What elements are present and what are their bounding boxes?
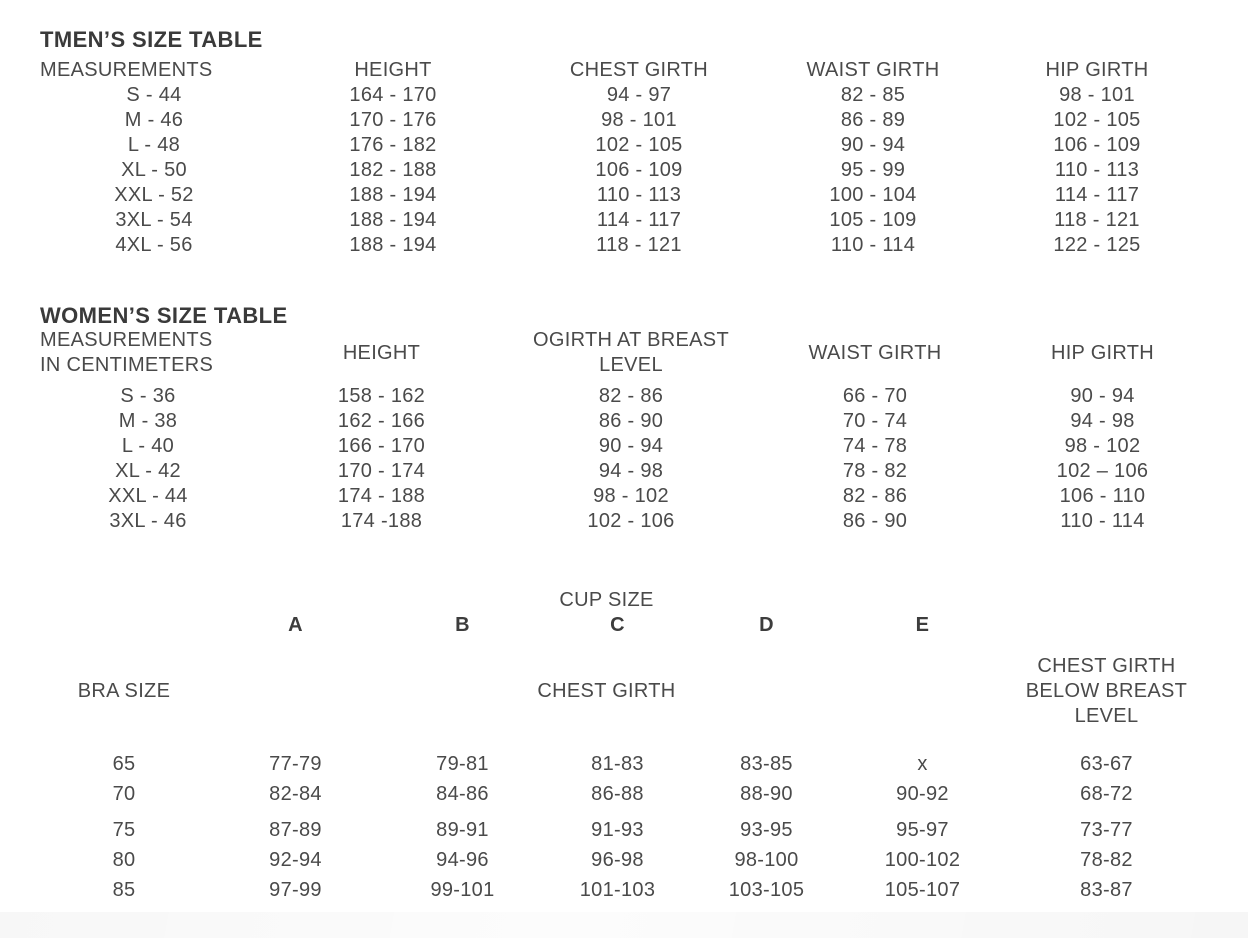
cup-e-cell: 95-97 [896, 819, 949, 841]
cup-letter-c: C [610, 614, 625, 636]
womens-header-measurements [40, 328, 256, 378]
empty-cell [40, 613, 208, 638]
cup-letter-b: B [455, 614, 470, 636]
womens-table-header-row [40, 328, 1248, 378]
cup-c-cell: 91-93 [591, 819, 644, 841]
chest-girth-header: CHEST GIRTH [537, 680, 676, 702]
below-breast-cell: 68-72 [1080, 783, 1133, 805]
cup-d-cell: 103-105 [728, 879, 805, 901]
bra-table-body [40, 749, 1248, 905]
table-row [40, 133, 1248, 158]
mens-table-body [40, 83, 1248, 258]
band-cell: 75 [112, 819, 136, 841]
chest-cell: 102 - 105 [595, 134, 683, 156]
below-breast-cell: 73-77 [1080, 819, 1133, 841]
table-row [40, 158, 1248, 183]
below-breast-cell: 78-82 [1080, 849, 1133, 871]
cup-letter-d: D [759, 614, 774, 636]
hip-cell: 102 – 106 [1056, 460, 1149, 482]
size-cell: M - 46 [124, 109, 184, 131]
waist-cell: 90 - 94 [840, 134, 906, 156]
mens-header-hip-girth: HIP GIRTH [1045, 59, 1149, 81]
hip-cell: 98 - 102 [1064, 435, 1141, 457]
table-row [40, 233, 1248, 258]
cup-e-cell: 90-92 [896, 783, 949, 805]
waist-cell: 110 - 114 [830, 234, 916, 256]
size-cell: 3XL - 46 [109, 510, 187, 532]
waist-cell: 95 - 99 [840, 159, 906, 181]
below-breast-cell: 63-67 [1080, 753, 1133, 775]
chest-cell: 106 - 109 [595, 159, 683, 181]
table-row [40, 875, 1248, 905]
height-cell: 188 - 194 [349, 184, 437, 206]
table-row [40, 384, 1248, 409]
size-cell: M - 38 [118, 410, 178, 432]
cup-a-cell: 77-79 [269, 753, 322, 775]
mens-header-waist-girth: WAIST GIRTH [806, 59, 940, 81]
cup-a-cell: 97-99 [269, 879, 322, 901]
below-breast-header-line3: LEVEL [1074, 705, 1139, 727]
waist-cell: 86 - 89 [840, 109, 906, 131]
hip-cell: 114 - 117 [1054, 184, 1140, 206]
cup-c-cell: 81-83 [591, 753, 644, 775]
cup-c-cell: 101-103 [579, 879, 656, 901]
bottom-edge-shadow [0, 912, 1248, 938]
cup-c-cell: 96-98 [591, 849, 644, 871]
ogirth-cell: 98 - 102 [593, 485, 669, 507]
below-breast-cell: 83-87 [1080, 879, 1133, 901]
mens-header-measurements: MEASUREMENTS [40, 59, 213, 81]
size-cell: L - 40 [121, 435, 175, 457]
band-cell: 80 [112, 849, 136, 871]
hip-cell: 106 - 110 [1059, 485, 1146, 507]
mens-header-chest-girth: CHEST GIRTH [569, 59, 709, 81]
cup-e-cell: 105-107 [884, 879, 961, 901]
below-breast-header-line2: BELOW BREAST [1025, 680, 1188, 702]
table-row [40, 208, 1248, 233]
mens-header-height: HEIGHT [354, 59, 432, 81]
table-row [40, 434, 1248, 459]
size-cell: XXL - 44 [108, 485, 188, 507]
waist-cell: 74 - 78 [842, 435, 908, 457]
womens-header-hip-girth: HIP GIRTH [1050, 341, 1155, 364]
waist-cell: 105 - 109 [829, 209, 917, 231]
height-cell: 170 - 174 [337, 460, 426, 482]
size-cell: XL - 50 [121, 159, 187, 181]
cup-d-cell: 83-85 [740, 753, 793, 775]
table-row [40, 83, 1248, 108]
ogirth-cell: 90 - 94 [598, 435, 664, 457]
cup-a-cell: 82-84 [269, 783, 322, 805]
waist-cell: 86 - 90 [842, 510, 908, 532]
table-row [40, 749, 1248, 779]
hip-cell: 118 - 121 [1054, 209, 1140, 231]
cup-a-cell: 92-94 [269, 849, 322, 871]
cup-b-cell: 79-81 [436, 753, 489, 775]
mens-table-title: TMEN’S SIZE TABLE [40, 27, 263, 52]
height-cell: 174 -188 [340, 510, 423, 532]
size-cell: S - 36 [120, 385, 176, 407]
height-cell: 170 - 176 [349, 109, 437, 131]
chest-cell: 118 - 121 [596, 234, 682, 256]
size-cell: XL - 42 [115, 460, 181, 482]
cup-d-cell: 88-90 [740, 783, 793, 805]
cup-letter-a: A [288, 614, 303, 636]
bra-size-header: BRA SIZE [77, 680, 171, 702]
chest-cell: 110 - 113 [596, 184, 682, 206]
height-cell: 182 - 188 [349, 159, 437, 181]
waist-cell: 66 - 70 [842, 385, 908, 407]
womens-header-waist-girth: WAIST GIRTH [808, 341, 942, 364]
table-row [40, 509, 1248, 534]
hip-cell: 102 - 105 [1053, 109, 1141, 131]
chest-cell: 94 - 97 [606, 84, 672, 106]
womens-table-body [40, 384, 1248, 534]
height-cell: 162 - 166 [337, 410, 426, 432]
height-cell: 166 - 170 [337, 435, 426, 457]
band-cell: 70 [112, 783, 136, 805]
size-cell: S - 44 [126, 84, 182, 106]
hip-cell: 98 - 101 [1059, 84, 1135, 106]
table-row [40, 183, 1248, 208]
empty-cell [1005, 613, 1208, 638]
hip-cell: 110 - 114 [1060, 510, 1145, 532]
band-cell: 65 [112, 753, 136, 775]
womens-header-ogirth [507, 328, 755, 378]
hip-cell: 122 - 125 [1053, 234, 1141, 256]
ogirth-cell: 94 - 98 [598, 460, 664, 482]
height-cell: 188 - 194 [349, 234, 437, 256]
table-row [40, 779, 1248, 809]
waist-cell: 70 - 74 [842, 410, 908, 432]
chest-cell: 114 - 117 [596, 209, 682, 231]
chest-cell: 98 - 101 [601, 109, 677, 131]
ogirth-cell: 102 - 106 [587, 510, 675, 532]
cup-a-cell: 87-89 [269, 819, 322, 841]
cup-e-cell: 100-102 [884, 849, 961, 871]
womens-table-title: WOMEN’S SIZE TABLE [40, 303, 288, 328]
cup-c-cell: 86-88 [591, 783, 644, 805]
height-cell: 158 - 162 [337, 385, 426, 407]
womens-header-measurements-line1: MEASUREMENTS [40, 329, 213, 351]
cup-b-cell: 84-86 [436, 783, 489, 805]
hip-cell: 90 - 94 [1070, 385, 1135, 407]
cup-e-cell: x [917, 753, 928, 775]
cup-letters-row [40, 613, 1248, 638]
womens-header-height: HEIGHT [342, 341, 421, 364]
cup-d-cell: 93-95 [740, 819, 793, 841]
cup-b-cell: 89-91 [436, 819, 489, 841]
table-row [40, 108, 1248, 133]
womens-header-ogirth-line2: LEVEL [599, 354, 663, 376]
below-breast-header [1005, 654, 1208, 729]
table-row [40, 459, 1248, 484]
band-cell: 85 [112, 879, 136, 901]
ogirth-cell: 82 - 86 [598, 385, 664, 407]
womens-header-measurements-line2: IN CENTIMETERS [40, 354, 214, 376]
hip-cell: 94 - 98 [1070, 410, 1135, 432]
waist-cell: 100 - 104 [829, 184, 917, 206]
height-cell: 174 - 188 [337, 485, 426, 507]
cup-d-cell: 98-100 [734, 849, 799, 871]
waist-cell: 82 - 85 [840, 84, 906, 106]
table-row [40, 845, 1248, 875]
size-cell: XXL - 52 [114, 184, 194, 206]
table-row [40, 815, 1248, 845]
hip-cell: 106 - 109 [1053, 134, 1141, 156]
hip-cell: 110 - 113 [1054, 159, 1140, 181]
height-cell: 188 - 194 [349, 209, 437, 231]
cup-letter-e: E [915, 614, 930, 636]
waist-cell: 78 - 82 [842, 460, 908, 482]
womens-header-ogirth-line1: OGIRTH AT BREAST [533, 329, 729, 351]
height-cell: 164 - 170 [349, 84, 437, 106]
cup-b-cell: 94-96 [436, 849, 489, 871]
size-cell: L - 48 [127, 134, 181, 156]
ogirth-cell: 86 - 90 [598, 410, 664, 432]
mens-table-header-row [40, 58, 1248, 83]
size-cell: 3XL - 54 [115, 209, 193, 231]
waist-cell: 82 - 86 [842, 485, 908, 507]
height-cell: 176 - 182 [349, 134, 437, 156]
cup-b-cell: 99-101 [430, 879, 495, 901]
below-breast-header-line1: CHEST GIRTH [1037, 655, 1176, 677]
bra-table-header-row [40, 654, 1248, 729]
table-row [40, 409, 1248, 434]
cup-size-label-row [40, 588, 1248, 613]
size-cell: 4XL - 56 [115, 234, 193, 256]
table-row [40, 484, 1248, 509]
cup-size-label: CUP SIZE [559, 589, 654, 611]
